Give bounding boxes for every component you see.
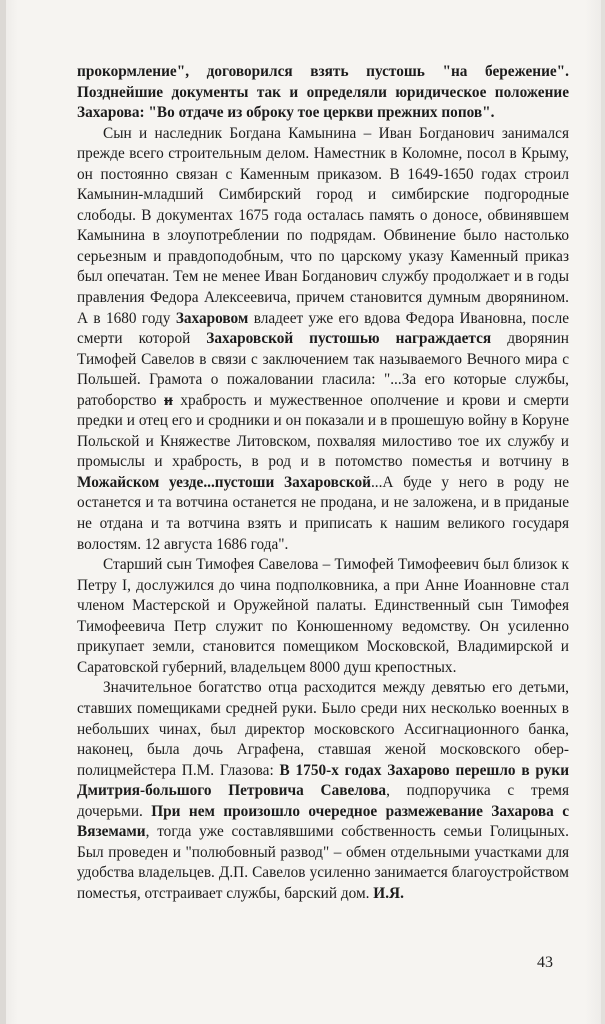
paragraph-3: [77, 555, 569, 678]
paragraph-4-text-3: , тогда уже составлявшими собственность семьи Голицыных. Был проведен и "полюбовный развод" – обмен отдельными участками для удобства владельцев. Д.П. Савелов усиленно занимается благоустройством поместья, отстраивает службы, барский дом.: [77, 823, 569, 902]
paragraph-4-text-2: , подпоручика с тремя дочерьми.: [77, 782, 569, 820]
paragraph-1-bold: прокормление", договорился взять пустошь "на бережение". Позднейшие документы так и определяли юридическое положение Захарова: "Во отдаче из оброку тое церкви прежних попов".: [77, 63, 569, 122]
paragraph-2: [77, 124, 569, 555]
paragraph-4-text-1: Значительное богатство отца расходится между девятью его детьми, ставших помещиками средней руки. Было среди них несколько военных в небольших чинах, был директор московского Ассигнационного банка, наконец, была дочь Аграфена, ставшая женой московского обер-полицмейстера П.М. Глазова:: [77, 679, 569, 779]
paragraph-2-text-3: дворянин Тимофей Савелов в связи с заключением так называемого Вечного мира с Польшей. Грамота о пожаловании гласила: "...За его которые службы, ратоборство: [77, 330, 569, 409]
paragraph-2-text-1: Сын и наследник Богдана Камынина – Иван Богданович занимался прежде всего строительным делом. Наместник в Коломне, посол в Крыму, он постоянно связан с Каменным приказом. В 1649-1650 годах строил Камынин-младший Симбирский город и симбирские подгородные слободы. В документах 1675 года осталась память о доносе, обвинявшем Камынина в злоупотреблении по подрядам. Обвинение было настолько серьезным и правдоподобным, что по царскому указу Каменный приказ был опечатан. Тем не менее Иван Богданович службу продолжает и в годы правления Федора Алексеевича, причем становится думным дворянином. А в 1680 году: [77, 124, 569, 327]
paragraph-4-bold-2: При нем произошло очередное размежевание Захарова с Вяземами: [77, 802, 569, 841]
paragraph-2-struck-letter: и: [164, 391, 173, 409]
paragraph-1: [77, 62, 569, 124]
paragraph-4-bold-3: И.Я.: [373, 884, 404, 902]
page-number: 43: [537, 954, 553, 971]
paragraph-3-text: Старший сын Тимофея Савелова – Тимофей Тимофеевич был близок к Петру I, дослужился до чина подполковника, а при Анне Иоанновне стал членом Мастерской и Оружейной палаты. Единственный сын Тимофея Тимофеевича Петр служит по Конюшенному ведомству. Он усиленно прикупает земли, становится помещиком Московской, Владимирской и Саратовской губерний, владельцем 8000 душ крепостных.: [77, 556, 569, 676]
paragraph-4: [77, 678, 569, 904]
paragraph-2-bold-1: Захаровом: [175, 309, 249, 327]
page-left-edge: [0, 0, 6, 1024]
paragraph-2-bold-3: Можайском уезде...пустоши Захаровской: [77, 473, 371, 491]
paragraph-2-text-4: храбрость и мужественное ополчение и крови и смерти предки и отец его и сродники и он показали и в прошешую войну в Коруне Польской и Княжестве Литовском, похваляя милостиво тое их службу и промыслы и храбрость, в род и в потомство поместья и вотчину в: [77, 391, 569, 471]
paragraph-2-text-5: ...А буде у него в роду не останется и та вотчина останется не продана, и не заложена, и в приданые не отдана и та вотчина взять и приписать к нашим великого государя волостям. 12 августа 1686 года".: [77, 473, 569, 553]
paragraph-4-bold-1: В 1750-х годах Захарово перешло в руки Дмитрия-большого Петровича Савелова: [77, 761, 570, 800]
paragraph-2-text-2: владеет уже его вдова Федора Ивановна, после смерти которой: [77, 309, 569, 348]
page-right-edge: [601, 0, 605, 1024]
body-text: [77, 62, 569, 904]
paragraph-2-bold-2: Захаровской пустошью награждается: [206, 330, 492, 348]
